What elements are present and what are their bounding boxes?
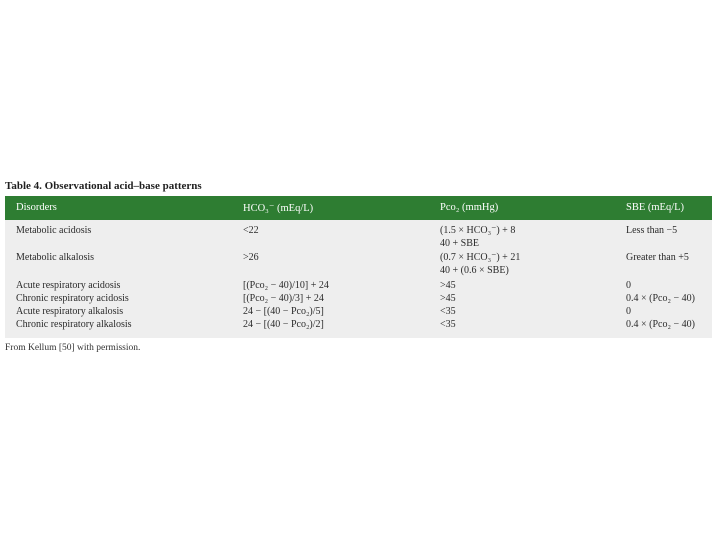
row-metabolic-alkalosis-sbe: Greater than +5: [626, 252, 689, 263]
row-acute-resp-alkalosis-hco3: 24 − [(40 − Pco₂)/5]: [243, 306, 324, 317]
row-chronic-resp-alkalosis-hco3: 24 − [(40 − Pco₂)/2]: [243, 319, 324, 330]
row-acute-resp-alkalosis-disorder: Acute respiratory alkalosis: [16, 306, 124, 317]
row-metabolic-acidosis-pco2-line2: 40 + SBE: [440, 238, 479, 249]
row-metabolic-acidosis-disorder: Metabolic acidosis: [16, 225, 92, 236]
row-acute-resp-acidosis-hco3: [(Pco₂ − 40)/10] + 24: [243, 280, 329, 291]
row-metabolic-alkalosis-pco2-line1: (0.7 × HCO₃⁻) + 21: [440, 252, 521, 263]
row-chronic-resp-alkalosis-pco2: <35: [440, 319, 456, 330]
table-header-row: [5, 196, 712, 220]
row-acute-resp-acidosis-pco2: >45: [440, 280, 456, 291]
column-header-hco3: HCO₃⁻ (mEq/L): [243, 203, 314, 214]
row-chronic-resp-alkalosis-disorder: Chronic respiratory alkalosis: [16, 319, 132, 330]
row-metabolic-acidosis-pco2-line1: (1.5 × HCO₃⁻) + 8: [440, 225, 516, 236]
row-acute-resp-alkalosis-sbe: 0: [626, 306, 631, 317]
row-chronic-resp-acidosis-pco2: >45: [440, 293, 456, 304]
row-acute-resp-acidosis-sbe: 0: [626, 280, 631, 291]
column-header-pco2: Pco₂ (mmHg): [440, 202, 499, 213]
acid-base-table: [5, 196, 712, 338]
row-metabolic-alkalosis-pco2-line2: 40 + (0.6 × SBE): [440, 265, 509, 276]
row-metabolic-acidosis-sbe: Less than −5: [626, 225, 678, 236]
column-header-disorders: Disorders: [16, 202, 57, 213]
row-chronic-resp-acidosis-sbe: 0.4 × (Pco₂ − 40): [626, 293, 695, 304]
row-acute-resp-alkalosis-pco2: <35: [440, 306, 456, 317]
table-footnote: From Kellum [50] with permission.: [5, 343, 141, 353]
row-chronic-resp-acidosis-hco3: [(Pco₂ − 40)/3] + 24: [243, 293, 324, 304]
row-metabolic-alkalosis-disorder: Metabolic alkalosis: [16, 252, 95, 263]
row-chronic-resp-acidosis-disorder: Chronic respiratory acidosis: [16, 293, 129, 304]
row-acute-resp-acidosis-disorder: Acute respiratory acidosis: [16, 280, 121, 291]
table-caption: Table 4. Observational acid–base patterns: [5, 180, 202, 192]
row-metabolic-acidosis-hco3: <22: [243, 225, 259, 236]
column-header-sbe: SBE (mEq/L): [626, 202, 685, 213]
row-chronic-resp-alkalosis-sbe: 0.4 × (Pco₂ − 40): [626, 319, 695, 330]
row-metabolic-alkalosis-hco3: >26: [243, 252, 259, 263]
